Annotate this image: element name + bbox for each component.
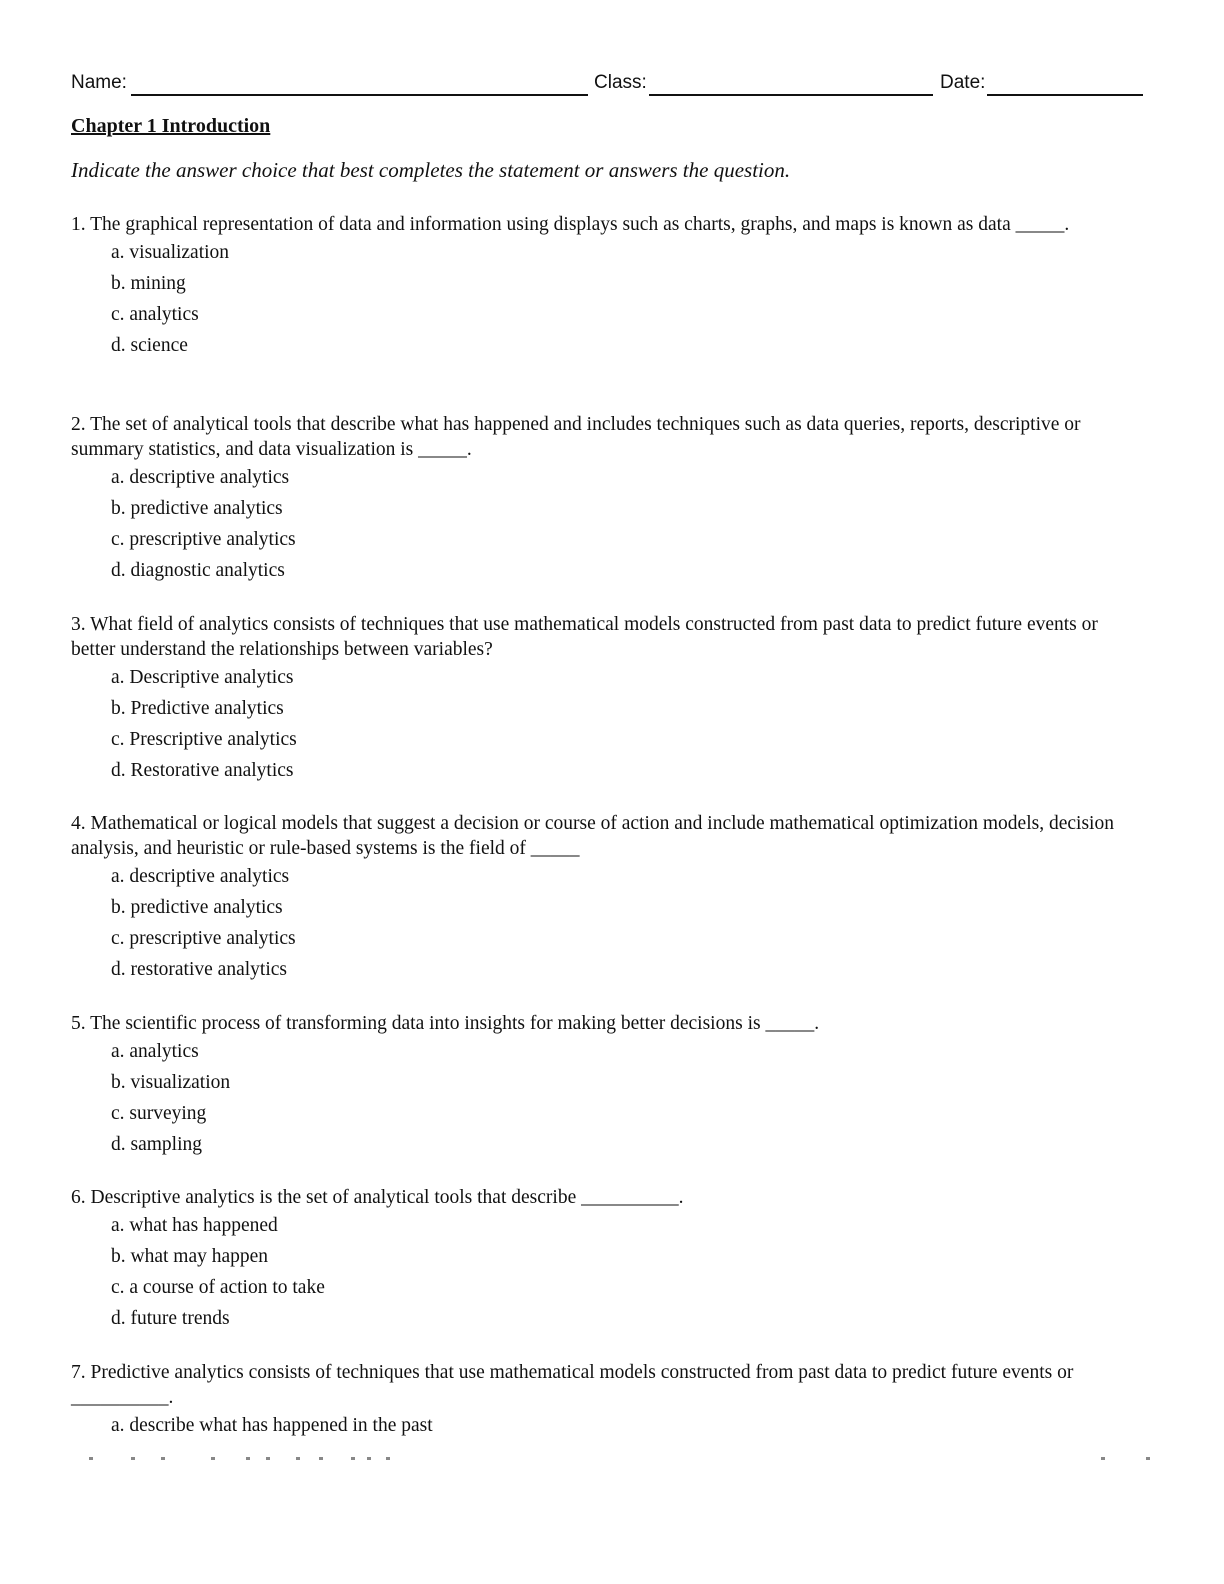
question-1 [71,212,1146,361]
date-label: Date: [940,72,986,93]
choice-a[interactable]: a. descriptive analytics [111,467,290,488]
question-3 [71,612,1146,786]
choice-d[interactable]: d. sampling [111,1134,202,1155]
choice-c[interactable]: c. analytics [111,304,199,325]
student-info-header [71,72,1143,98]
question-4 [71,811,1146,985]
choice-c[interactable]: c. surveying [111,1103,207,1124]
question-2 [71,412,1146,586]
question-stem: 1. The graphical representation of data and information using displays such as charts, graphs, and maps is known as data _____. [71,214,1070,235]
choice-b[interactable]: b. predictive analytics [111,498,283,519]
class-label: Class: [594,72,647,93]
choice-b[interactable]: b. Predictive analytics [111,698,284,719]
class-line[interactable] [649,94,933,96]
choice-a[interactable]: a. analytics [111,1041,199,1062]
choice-d[interactable]: d. diagnostic analytics [111,560,285,581]
page-footer-cropped [71,1457,1152,1465]
choice-a[interactable]: a. Descriptive analytics [111,667,294,688]
choice-a[interactable]: a. visualization [111,242,230,263]
question-stem: 6. Descriptive analytics is the set of analytical tools that describe __________. [71,1187,684,1208]
chapter-title: Chapter 1 Introduction [71,115,271,137]
choice-b[interactable]: b. visualization [111,1072,231,1093]
question-5 [71,1011,1146,1160]
choice-c[interactable]: c. prescriptive analytics [111,928,296,949]
choice-d[interactable]: d. Restorative analytics [111,760,294,781]
question-stem: 7. Predictive analytics consists of techniques that use mathematical models constructed from past data to predict future events or __________. [71,1362,1074,1408]
question-stem: 2. The set of analytical tools that describe what has happened and includes techniques such as data queries, reports, descriptive or summary statistics, and data visualization is _____. [71,414,1081,460]
choice-a[interactable]: a. describe what has happened in the past [111,1415,433,1436]
choice-b[interactable]: b. mining [111,273,186,294]
choice-b[interactable]: b. what may happen [111,1246,269,1267]
choice-c[interactable]: c. Prescriptive analytics [111,729,297,750]
name-line[interactable] [131,94,588,96]
choice-d[interactable]: d. science [111,335,188,356]
choice-d[interactable]: d. future trends [111,1308,230,1329]
choice-c[interactable]: c. prescriptive analytics [111,529,296,550]
date-line[interactable] [987,94,1143,96]
choice-a[interactable]: a. descriptive analytics [111,866,290,887]
instructions: Indicate the answer choice that best completes the statement or answers the question. [71,158,791,182]
choice-a[interactable]: a. what has happened [111,1215,278,1236]
choice-d[interactable]: d. restorative analytics [111,959,287,980]
name-label: Name: [71,72,127,93]
choice-c[interactable]: c. a course of action to take [111,1277,325,1298]
question-stem: 5. The scientific process of transforming data into insights for making better decisions is _____. [71,1013,820,1034]
choice-b[interactable]: b. predictive analytics [111,897,283,918]
question-stem: 3. What field of analytics consists of techniques that use mathematical models constructed from past data to predict future events or better understand the relationships between variables? [71,614,1098,660]
question-stem: 4. Mathematical or logical models that suggest a decision or course of action and include mathematical optimization models, decision analysis, and heuristic or rule-based systems is the field of _____ [71,813,1114,859]
question-7 [71,1360,1146,1441]
question-6 [71,1185,1146,1334]
